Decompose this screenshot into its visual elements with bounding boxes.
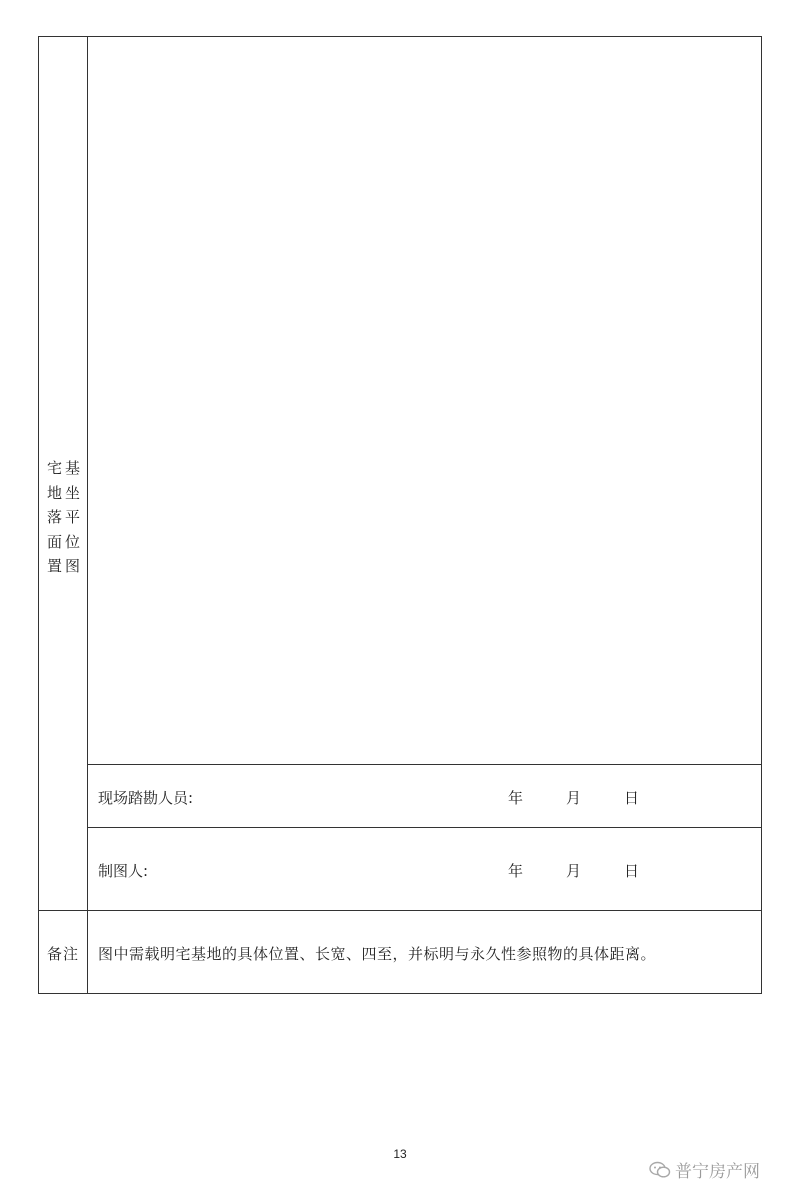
survey-date-year: 年 [508, 789, 524, 807]
table-border-bottom [38, 993, 762, 994]
watermark-text: 普宁房产网 [675, 1162, 760, 1182]
site-plan-label-char: 图 [64, 557, 80, 575]
survey-date-month: 月 [566, 789, 582, 807]
table-row-divider-3 [38, 910, 762, 911]
survey-date-day: 日 [624, 789, 640, 807]
drafter-label: 制图人: [98, 862, 149, 880]
site-plan-label-char: 位 [64, 532, 80, 551]
site-plan-label-char: 宅 [46, 459, 62, 477]
remarks-label: 备注 [47, 945, 80, 963]
site-plan-label-char: 置 [46, 557, 62, 575]
drafter-date-day: 日 [624, 862, 640, 880]
site-plan-label [39, 456, 88, 579]
wechat-icon [649, 1161, 671, 1179]
survey-personnel-label: 现场踏勘人员: [98, 789, 194, 807]
site-plan-label-char: 平 [64, 508, 80, 526]
table-row-divider-1 [88, 764, 762, 765]
page-number: 13 [393, 1147, 407, 1161]
site-plan-label-char: 坐 [64, 483, 80, 502]
table-row-divider-2 [88, 827, 762, 828]
watermark [649, 1157, 760, 1182]
site-plan-label-char: 落 [46, 508, 62, 526]
site-plan-label-char: 地 [46, 483, 62, 502]
drafter-date-month: 月 [566, 862, 582, 880]
site-plan-label-char: 面 [46, 532, 62, 551]
table-border-top [38, 36, 762, 37]
drafter-date-year: 年 [508, 862, 524, 880]
remarks-text: 图中需载明宅基地的具体位置、长宽、四至，并标明与永久性参照物的具体距离。 [98, 945, 657, 963]
site-plan-label-char: 基 [64, 459, 80, 477]
table-border-right [761, 36, 762, 994]
